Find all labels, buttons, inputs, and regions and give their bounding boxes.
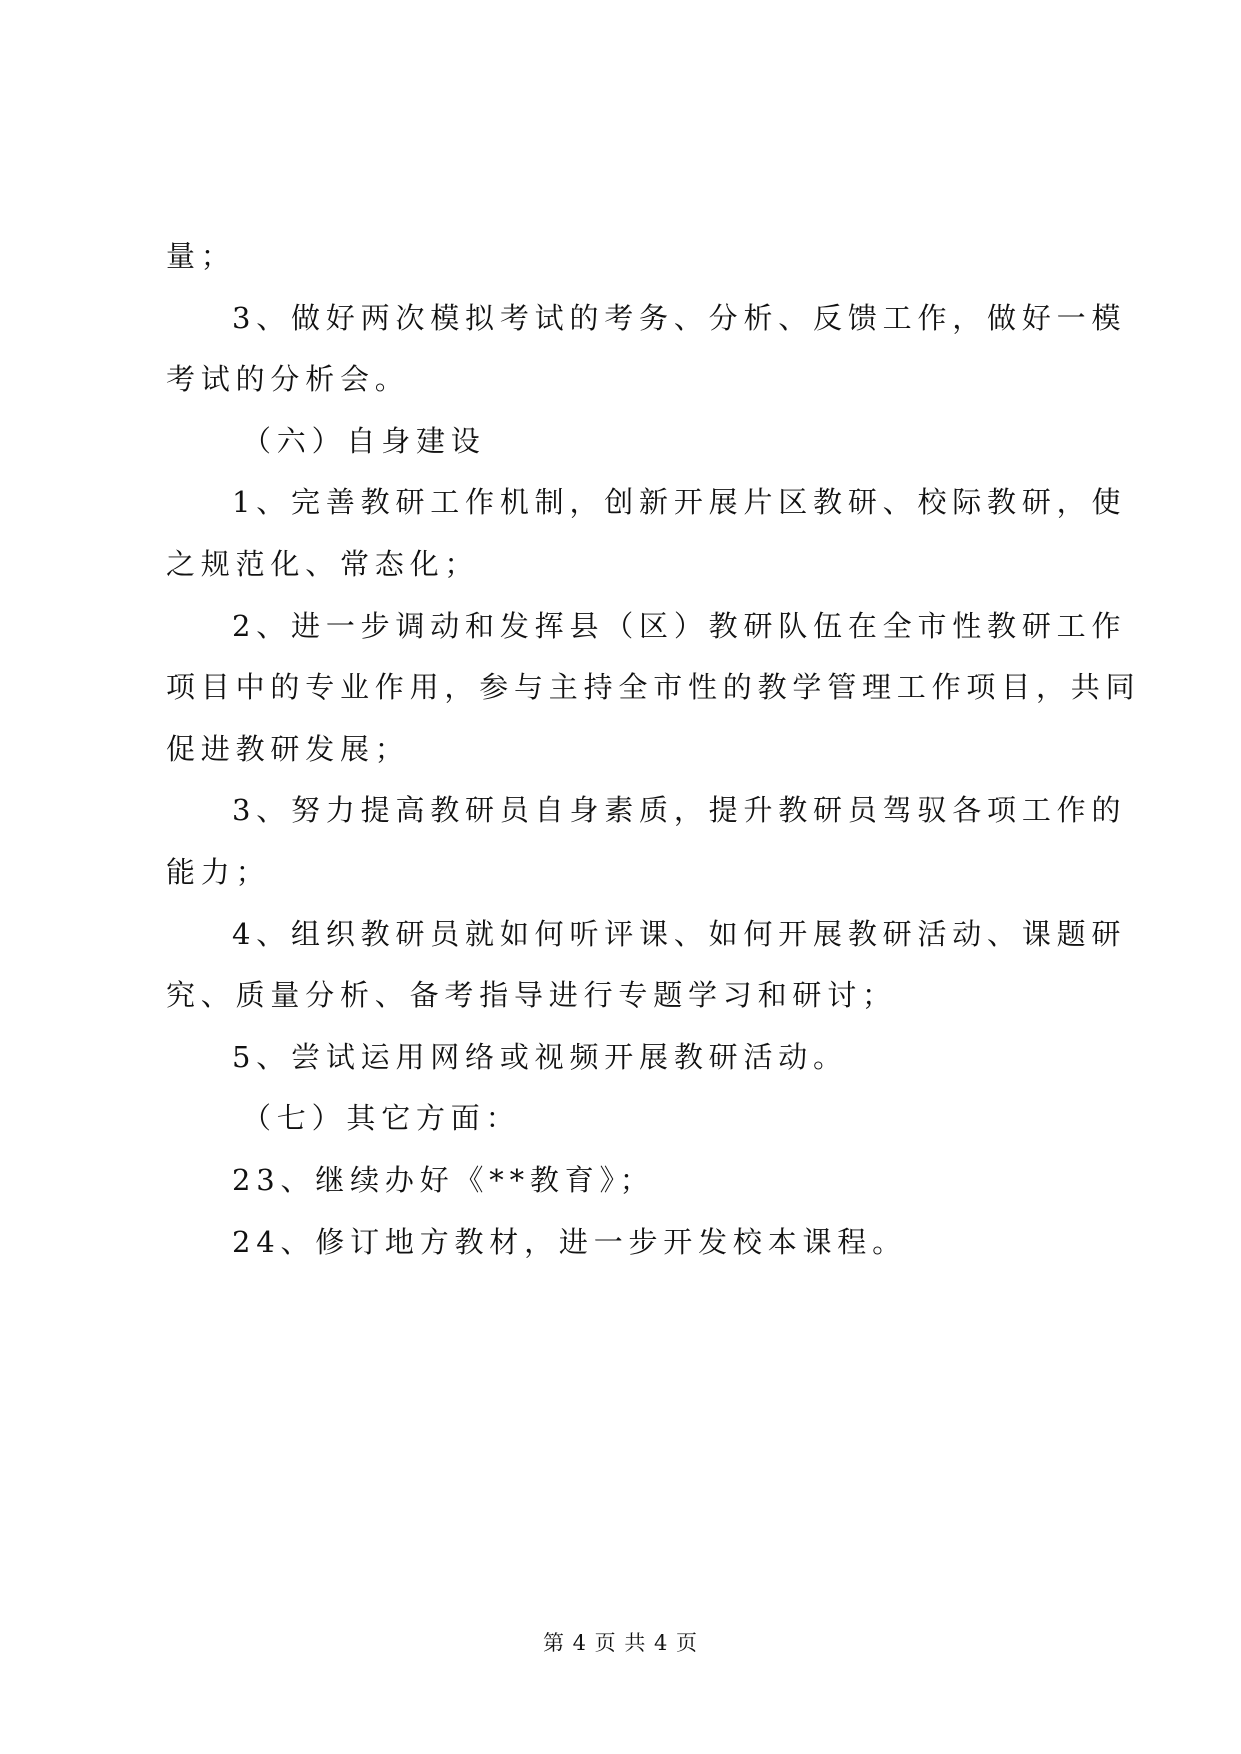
paragraph-line: 5、尝试运用网络或视频开展教研活动。: [232, 1039, 848, 1074]
section-heading: （七）其它方面：: [242, 1101, 521, 1136]
paragraph-line: 23、继续办好《**教育》；: [232, 1162, 655, 1197]
paragraph-line: 之规范化、常态化；: [166, 546, 480, 581]
paragraph-line: 考试的分析会。: [166, 362, 410, 397]
paragraph-line: 2、进一步调动和发挥县（区）教研队伍在全市性教研工作: [232, 608, 1127, 643]
paragraph-line: 4、组织教研员就如何听评课、如何开展教研活动、课题研: [232, 916, 1127, 951]
paragraph-line: 究、质量分析、备考指导进行专题学习和研讨；: [166, 978, 897, 1013]
paragraph-line: 3、做好两次模拟考试的考务、分析、反馈工作，做好一模: [232, 300, 1127, 335]
page-number-footer: 第 4 页 共 4 页: [542, 1631, 699, 1655]
paragraph-line: 促进教研发展；: [166, 731, 410, 766]
paragraph-line: 3、努力提高教研员自身素质，提升教研员驾驭各项工作的: [232, 793, 1127, 828]
paragraph-line: 24、修订地方教材，进一步开发校本课程。: [232, 1224, 907, 1259]
paragraph-line: 1、完善教研工作机制，创新开展片区教研、校际教研，使: [232, 485, 1127, 520]
section-heading: （六）自身建设: [242, 423, 486, 458]
document-body: [166, 226, 1141, 1273]
paragraph-line: 能力；: [166, 854, 271, 889]
paragraph-line: 项目中的专业作用，参与主持全市性的教学管理工作项目，共同: [166, 670, 1141, 705]
paragraph-line: 量；: [166, 239, 236, 273]
